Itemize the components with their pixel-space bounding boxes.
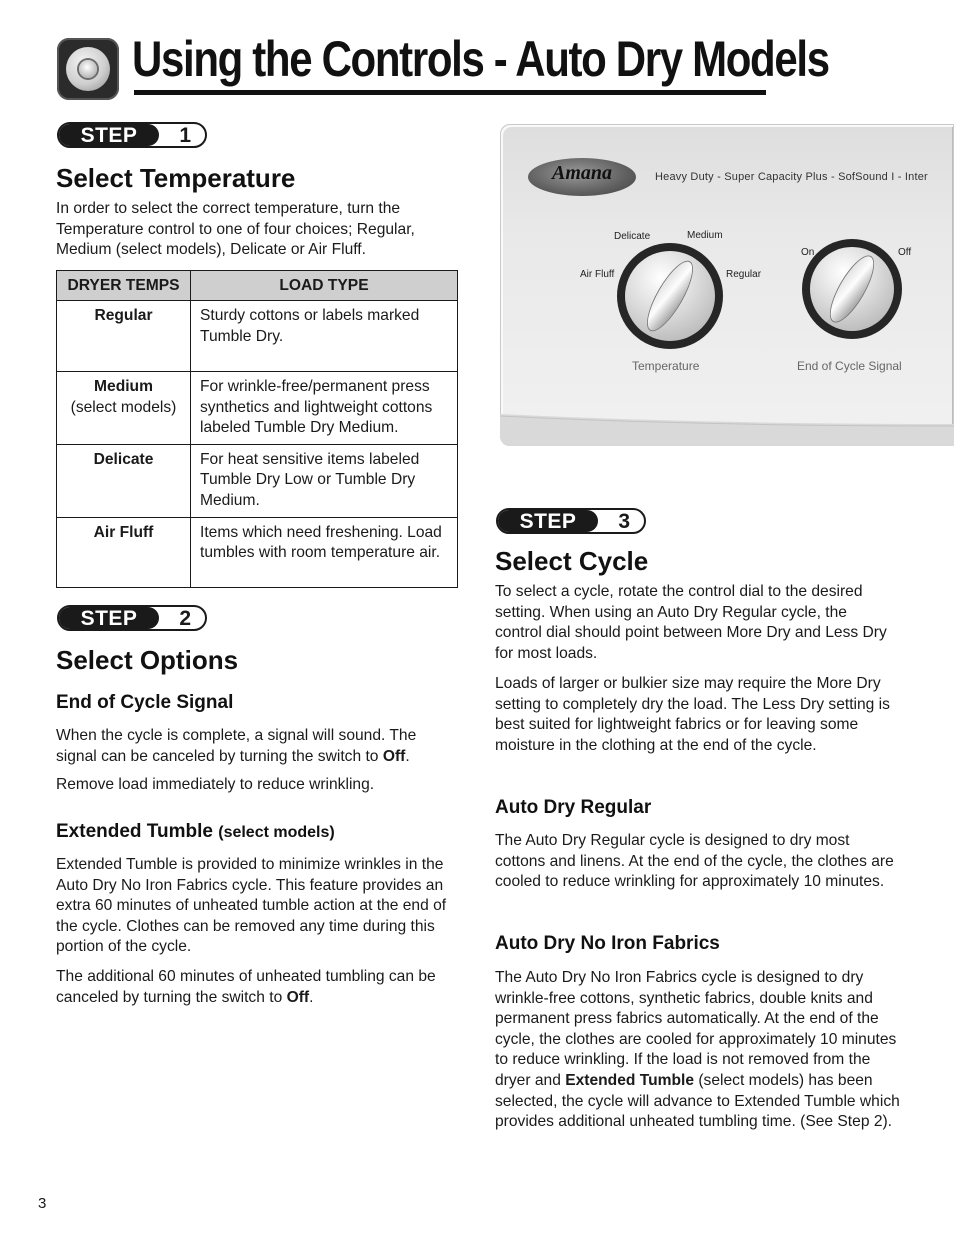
- temp-label-regular: Regular: [726, 269, 762, 280]
- temp-label-air-fluff: Air Fluff: [580, 269, 615, 280]
- off-emphasis: Off: [382, 747, 406, 765]
- step-number: 1: [179, 124, 191, 147]
- end-of-cycle-signal-knob[interactable]: [802, 239, 902, 339]
- extended-tumble-note: (select models): [218, 824, 335, 841]
- eoc-paragraph-2: Remove load immediately to reduce wrinkling.: [56, 776, 375, 793]
- select-cycle-heading: Select Cycle: [495, 546, 649, 576]
- step-2-badge: [57, 605, 207, 631]
- temperature-intro: In order to select the correct temperature, turn the Temperature control to one of four choices; Regular, Medium (select models), Delicate or Air Fluff.: [56, 200, 415, 259]
- table-header-row: [57, 271, 458, 301]
- eoc-paragraph: [56, 726, 456, 767]
- temp-name: Regular: [94, 307, 153, 324]
- load-cell: Sturdy cottons or labels marked Tumble Dry.: [191, 301, 458, 372]
- table-row: [57, 372, 458, 445]
- off-emphasis: Off: [286, 988, 310, 1006]
- auto-dry-no-iron-heading: Auto Dry No Iron Fabrics: [495, 933, 720, 954]
- table-header: LOAD TYPE: [191, 271, 458, 301]
- temp-note: (select models): [70, 398, 177, 416]
- table-row: [57, 517, 458, 587]
- table-header: DRYER TEMPS: [57, 271, 191, 301]
- page-title: Using the Controls - Auto Dry Models: [132, 31, 829, 87]
- step-3-badge: [496, 508, 646, 534]
- extended-tumble-paragraph-2: [56, 967, 456, 1008]
- page-number: 3: [38, 1195, 47, 1212]
- end-of-cycle-signal-heading: End of Cycle Signal: [56, 692, 234, 713]
- temperature-caption: Temperature: [632, 359, 700, 373]
- select-temperature-heading: Select Temperature: [56, 163, 296, 193]
- end-of-cycle-signal-caption: End of Cycle Signal: [797, 359, 902, 373]
- step-label: STEP: [59, 124, 159, 146]
- temp-label-medium: Medium: [687, 230, 723, 241]
- eoc-text: When the cycle is complete, a signal will sound. The signal can be canceled by turning the switch to: [56, 727, 417, 765]
- dryer-dial-icon: [57, 38, 119, 100]
- brand-name: Amana: [551, 162, 613, 184]
- extended-tumble-paragraph: Extended Tumble is provided to minimize wrinkles in the Auto Dry No Iron Fabrics cycle. This feature provides an extra 60 minutes of unheated tumble action at the end of the cycle. Clothes can be removed any time during this portion of the cycle.: [56, 856, 447, 956]
- step-1-badge: [57, 122, 207, 148]
- step-label: STEP: [498, 510, 598, 532]
- dryer-temps-table: [56, 270, 458, 588]
- step-number: 2: [179, 607, 191, 630]
- signal-label-on: On: [801, 247, 815, 258]
- no-iron-text-end: (select models) has been selected, the cycle will advance to Extended Tumble which provides additional unheated tumbling time. (See Step 2).: [495, 1071, 900, 1131]
- et-text: The additional 60 minutes of unheated tumbling can be canceled by turning the switch to: [56, 968, 436, 1006]
- temp-name: Air Fluff: [93, 523, 154, 541]
- temp-name: Delicate: [93, 450, 154, 468]
- title-rule: [134, 90, 766, 95]
- table-row: [57, 301, 458, 372]
- table-row: [57, 444, 458, 517]
- step-number: 3: [618, 510, 630, 533]
- auto-dry-regular-paragraph: The Auto Dry Regular cycle is designed to dry most cottons and linens. At the end of the cycle, the clothes are cooled to reduce wrinkling for approximately 10 minutes.: [495, 832, 894, 891]
- cycle-paragraph-2: Loads of larger or bulkier size may require the More Dry setting to completely dry the load. The Less Dry setting is best suited for lightweight fabrics or for leaving some moisture in the clothing at the end of the cycle.: [495, 675, 890, 754]
- signal-label-off: Off: [898, 247, 912, 258]
- extended-tumble-heading: [56, 821, 335, 843]
- temp-cell: [57, 517, 191, 587]
- extended-tumble-emphasis: Extended Tumble: [565, 1071, 695, 1089]
- load-cell: For wrinkle-free/permanent press synthetics and lightweight cottons labeled Tumble Dry Medium.: [191, 372, 458, 445]
- eoc-text-end: .: [405, 747, 410, 765]
- temp-cell: [57, 444, 191, 517]
- load-cell: Items which need freshening. Load tumbles with room temperature air.: [191, 517, 458, 587]
- et-text-end: .: [309, 988, 314, 1006]
- temp-cell: [57, 372, 191, 445]
- cycle-paragraph-1: To select a cycle, rotate the control dial to the desired setting. When using an Auto Dry Regular cycle, the control dial should point between More Dry and Less Dry for most loads.: [495, 583, 887, 662]
- select-options-heading: Select Options: [56, 645, 239, 675]
- panel-tagline: Heavy Duty - Super Capacity Plus - SofSound I - Inter: [655, 171, 928, 183]
- step-label: STEP: [59, 607, 159, 629]
- load-cell: For heat sensitive items labeled Tumble Dry Low or Tumble Dry Medium.: [191, 444, 458, 517]
- auto-dry-regular-heading: Auto Dry Regular: [495, 797, 652, 818]
- no-iron-text: The Auto Dry No Iron Fabrics cycle is designed to dry wrinkle-free cottons, synthetic fabrics, double knits and permanent press fabrics automatically. At the end of the cycle, the clothes are cooled for approximately 10 minutes to reduce wrinkling. If the load is not removed from the dryer and: [495, 969, 897, 1089]
- temperature-knob[interactable]: [617, 243, 723, 349]
- temp-label-delicate: Delicate: [614, 231, 651, 242]
- temp-cell: [57, 301, 191, 372]
- auto-dry-no-iron-paragraph: [495, 968, 900, 1133]
- temp-name: Medium: [94, 378, 153, 395]
- extended-tumble-title: Extended Tumble: [56, 821, 213, 842]
